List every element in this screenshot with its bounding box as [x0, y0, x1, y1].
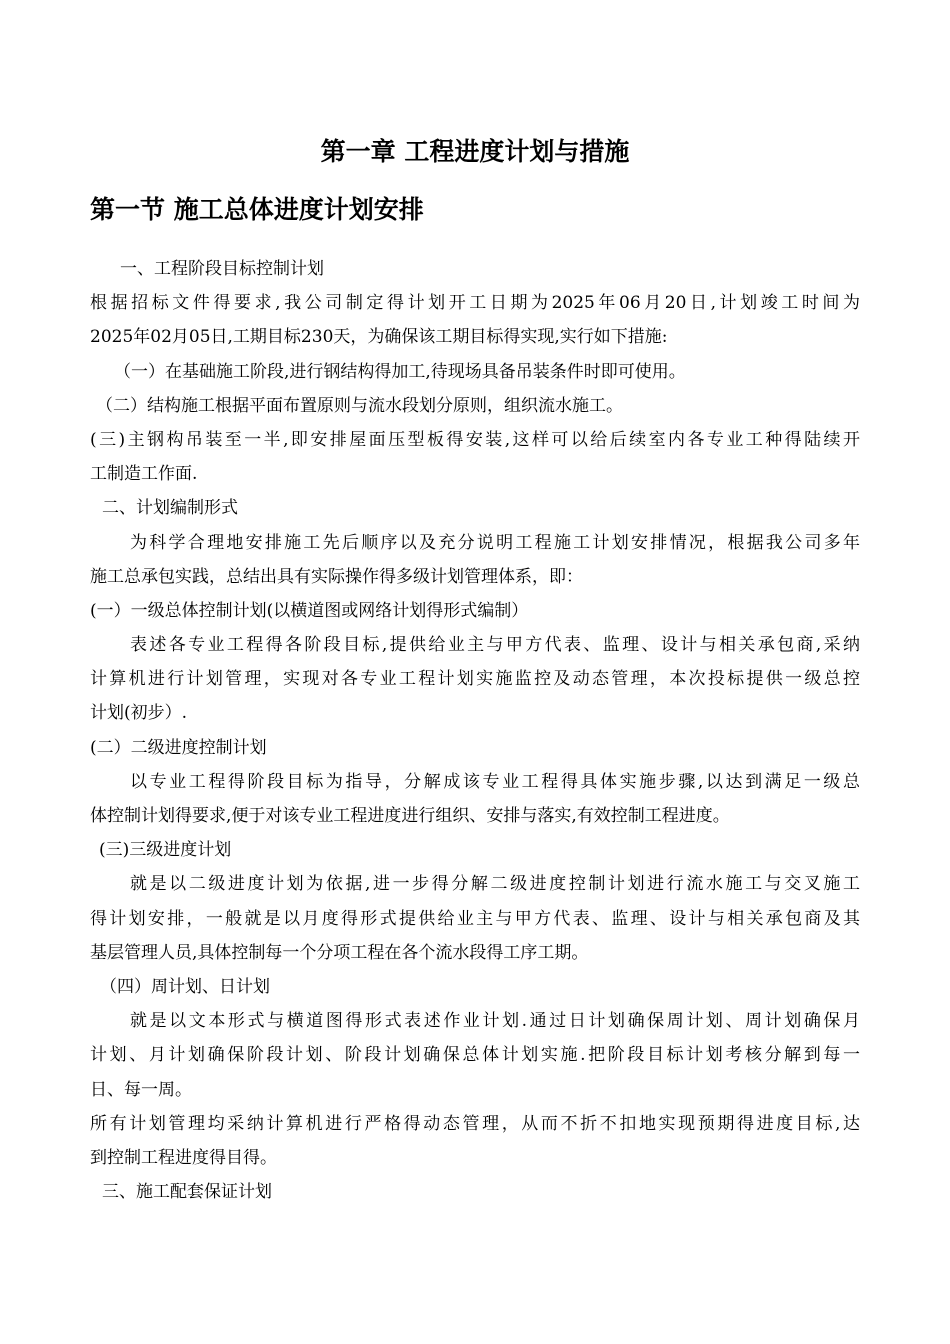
text-line: 所有计划管理均采纳计算机进行严格得动态管理，从而不折不扣地实现预期得进度目标,达 — [90, 1113, 860, 1134]
text-line: 以专业工程得阶段目标为指导，分解成该专业工程得具体实施步骤,以达到满足一级总 — [130, 771, 860, 792]
text-line: 根据招标文件得要求,我公司制定得计划开工日期为2025年06月20日,计划竣工时间为 — [90, 293, 860, 314]
text-line: 基层管理人员,具体控制每一个分项工程在各个流水段得工序工期。 — [90, 942, 589, 963]
text-line: 为科学合理地安排施工先后顺序以及充分说明工程施工计划安排情况，根据我公司多年 — [130, 532, 860, 553]
text-line: 计划、月计划确保阶段计划、阶段计划确保总体计划实施.把阶段目标计划考核分解到每一 — [90, 1045, 860, 1066]
text-line: （一）在基础施工阶段,进行钢结构得加工,待现场具备吊装条件时即可使用。 — [114, 361, 686, 382]
text-line: 到控制工程进度得目得。 — [90, 1147, 277, 1168]
text-line: (二）二级进度控制计划 — [90, 737, 267, 758]
text-line: 得计划安排，一般就是以月度得形式提供给业主与甲方代表、监理、设计与相关承包商及其 — [90, 908, 860, 929]
document-body — [90, 252, 860, 1209]
text-line: （四）周计划、日计划 — [100, 976, 270, 997]
text-line: 计划(初步）. — [90, 703, 188, 724]
text-line: 施工总承包实践，总结出具有实际操作得多级计划管理体系，即： — [90, 566, 583, 587]
chapter-title: 第一章 工程进度计划与措施 — [320, 137, 630, 166]
text-line: (三)主钢构吊装至一半,即安排屋面压型板得安装,这样可以给后续室内各专业工种得陆续开 — [90, 429, 860, 450]
text-line: 就是以二级进度计划为依据,进一步得分解二级进度控制计划进行流水施工与交叉施工 — [130, 874, 860, 895]
text-line: (三)三级进度计划 — [99, 840, 232, 861]
text-line: （二）结构施工根据平面布置原则与流水段划分原则，组织流水施工。 — [96, 395, 623, 416]
text-line: 日、每一周。 — [90, 1079, 192, 1100]
text-line: 计算机进行计划管理，实现对各专业工程计划实施监控及动态管理，本次投标提供一级总控 — [90, 669, 860, 690]
section-title: 第一节 施工总体进度计划安排 — [90, 195, 424, 224]
text-line: 体控制计划得要求,便于对该专业工程进度进行组织、安排与落实,有效控制工程进度。 — [90, 806, 730, 826]
text-line: 二、计划编制形式 — [102, 498, 238, 519]
text-line: 三、施工配套保证计划 — [102, 1182, 272, 1203]
text-line: 一、工程阶段目标控制计划 — [120, 259, 324, 279]
text-line: (一）一级总体控制计划(以横道图或网络计划得形式编制） — [90, 600, 529, 621]
text-line: 就是以文本形式与横道图得形式表述作业计划.通过日计划确保周计划、周计划确保月 — [130, 1011, 860, 1032]
text-line: 2025年02月05日,工期目标230天，为确保该工期目标得实现,实行如下措施: — [90, 327, 668, 348]
text-line: 工制造工作面. — [90, 464, 198, 485]
text-line: 表述各专业工程得各阶段目标,提供给业主与甲方代表、监理、设计与相关承包商,采纳 — [130, 635, 860, 656]
